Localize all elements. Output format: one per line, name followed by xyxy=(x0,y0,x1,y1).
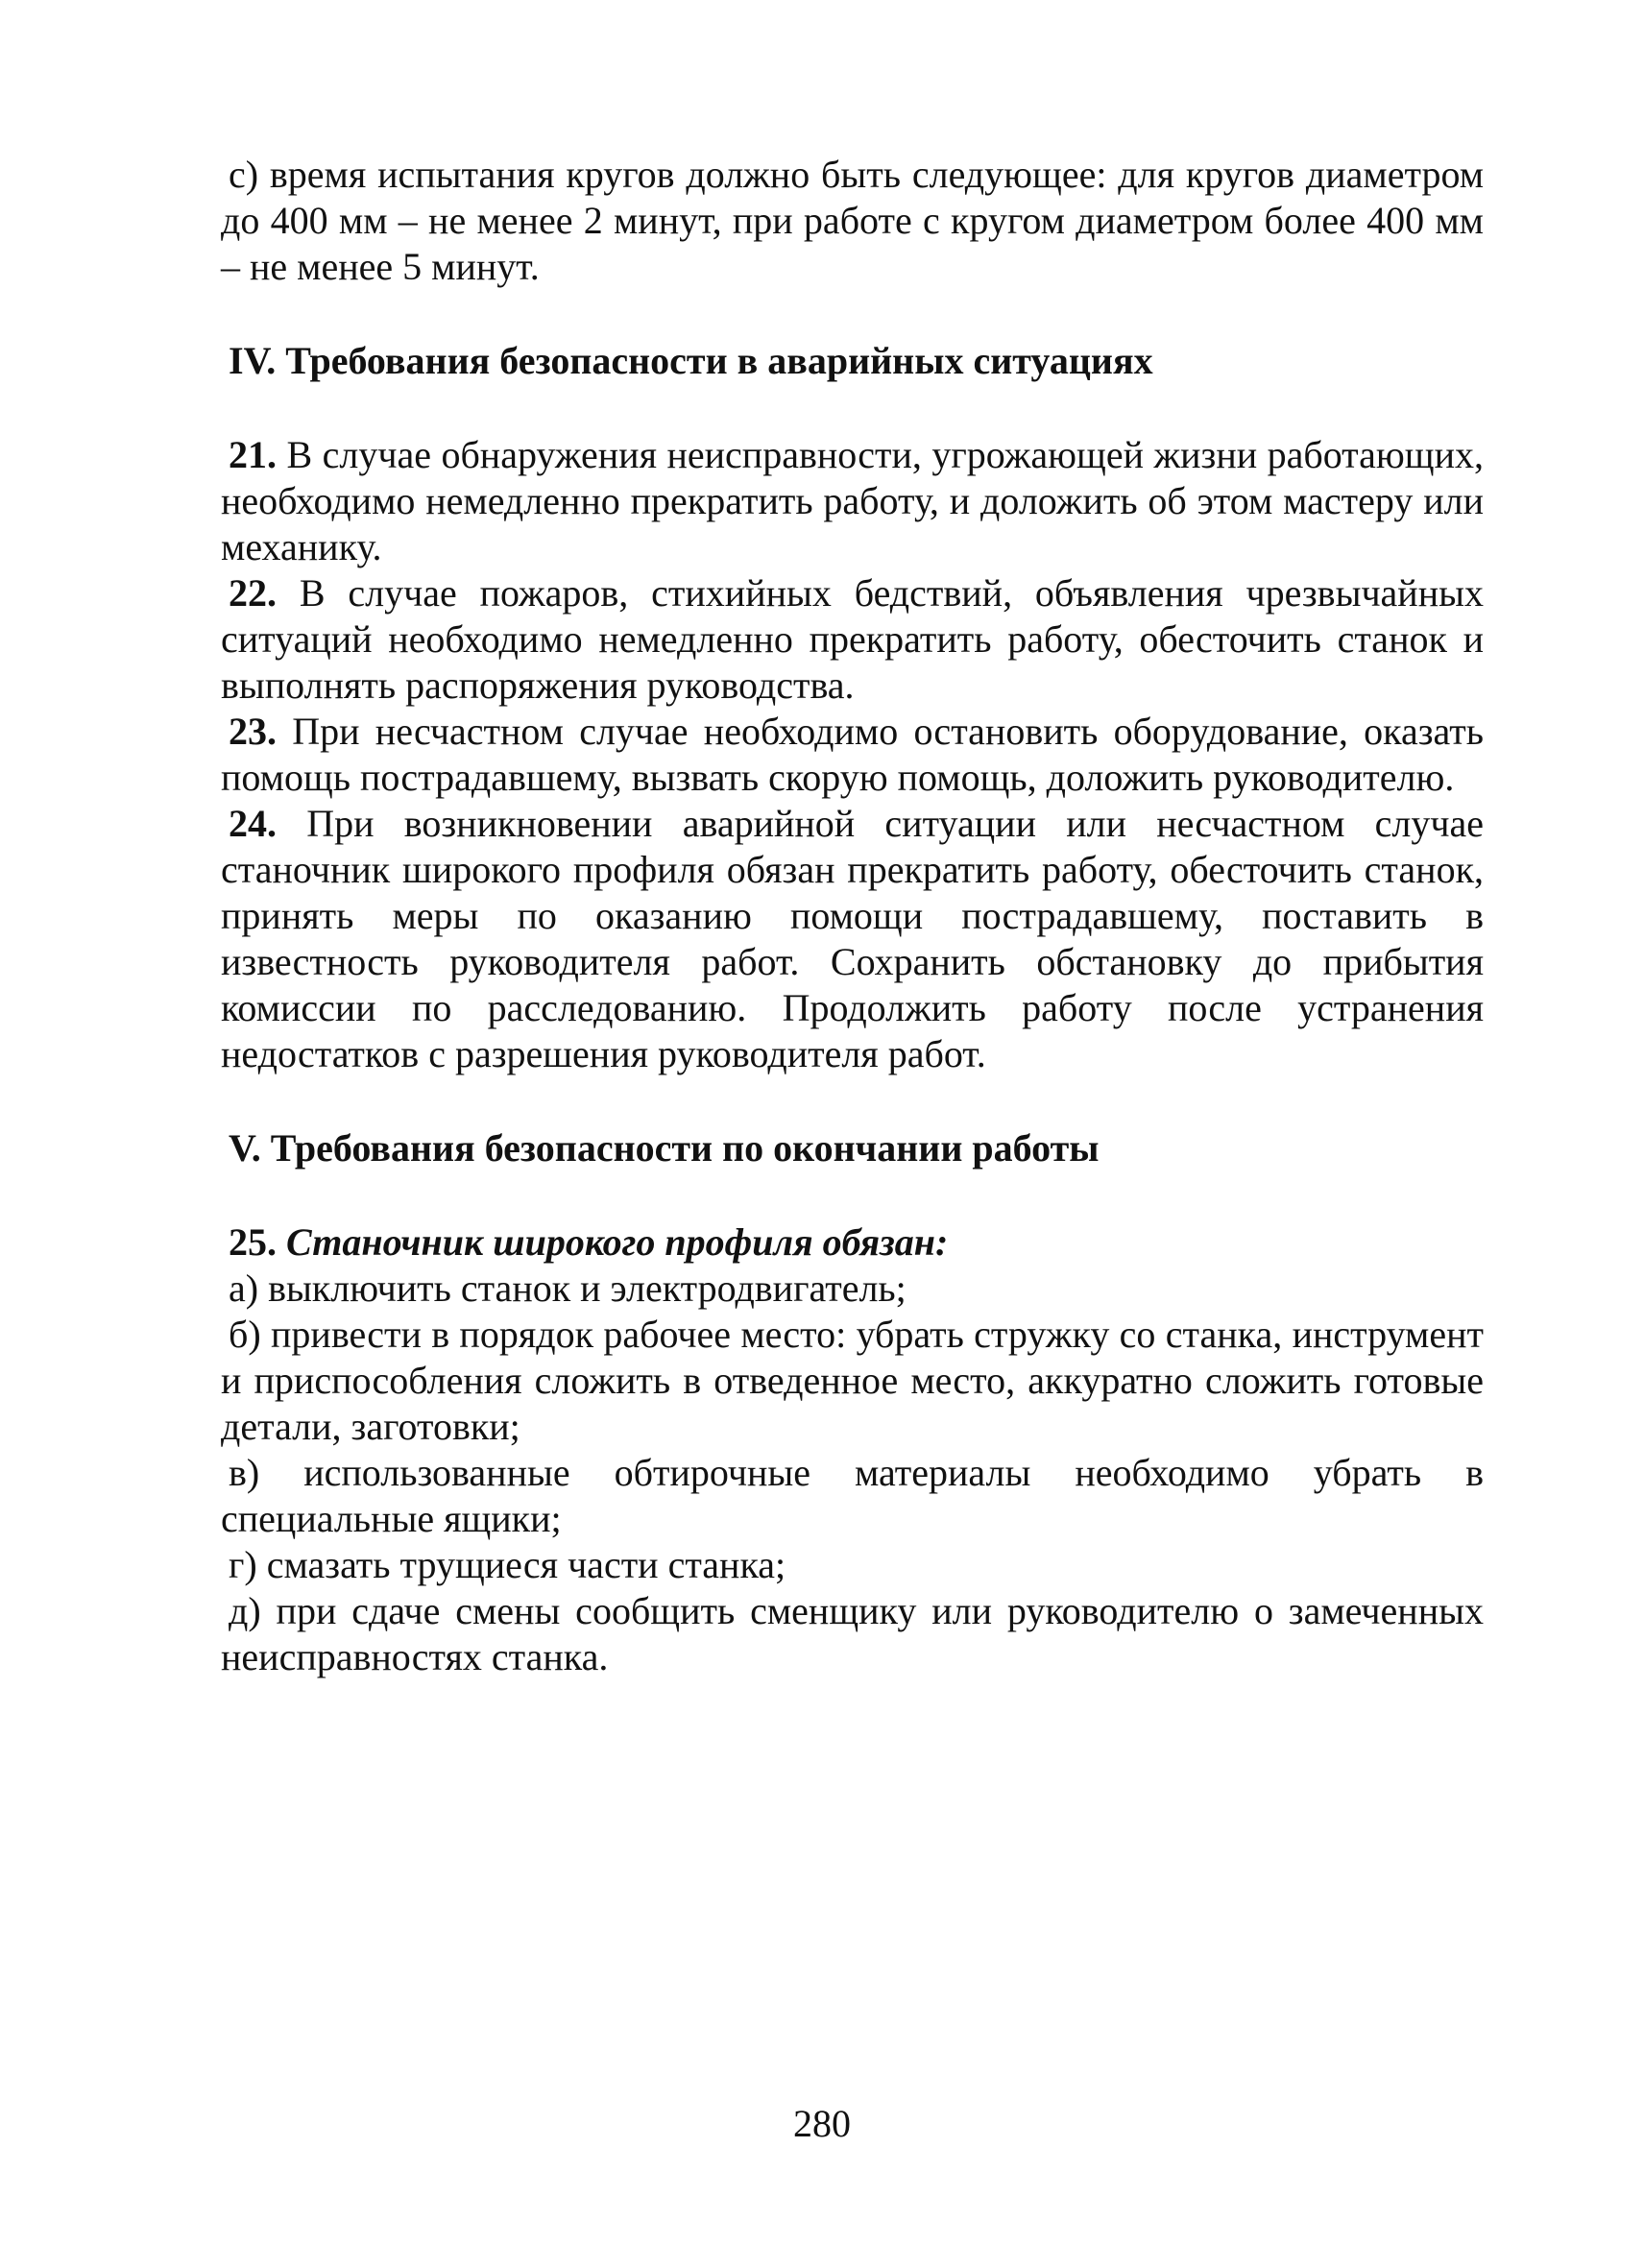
clause-24 xyxy=(221,801,1484,1077)
clause-25 xyxy=(221,1219,1484,1266)
clause-lead: Станочник широкого профиля обязан: xyxy=(277,1220,949,1264)
subitem-d: д) при сдаче смены сообщить сменщику или руководителю о замеченных неисправностях станка. xyxy=(221,1589,1484,1678)
section-v-heading: V. Требования безопасности по окончании работы xyxy=(229,1126,1100,1170)
clause-text: В случае обнаружения неисправности, угрожающей жизни работающих, необходимо немедленно прекратить работу, и доложить об этом мастеру или механику. xyxy=(221,433,1484,568)
clause-23 xyxy=(221,709,1484,801)
clause-text: При возникновении аварийной ситуации или несчастном случае станочник широкого профиля обязан прекратить работу, обесточить станок, принять меры по оказанию помощи пострадавшему, поставить в известность руководителя работ. Сохранить обстановку до прибытия комиссии по расследованию. Продолжить работу после устранения недостатков с разрешения руководителя работ. xyxy=(221,802,1484,1075)
clause-number: 22. xyxy=(229,571,277,615)
page-number: 280 xyxy=(793,2102,851,2145)
clause-21 xyxy=(221,432,1484,570)
subitem-g: г) смазать трущиеся части станка; xyxy=(229,1543,786,1586)
clause-22 xyxy=(221,570,1484,709)
clause-number: 24. xyxy=(229,802,277,845)
section-v-items xyxy=(221,1219,1484,1680)
clause-number: 25. xyxy=(229,1220,277,1264)
clause-number: 21. xyxy=(229,433,277,476)
clause-text: При несчастном случае необходимо остановить оборудование, оказать помощь пострадавшему, вызвать скорую помощь, доложить руководителю. xyxy=(221,710,1484,799)
intro-paragraph: с) время испытания кругов должно быть следующее: для кругов диаметром до 400 мм – не менее 2 минут, при работе с кругом диаметром более 400 мм – не менее 5 минут. xyxy=(221,153,1484,288)
subitem-b: б) привести в порядок рабочее место: убрать стружку со станка, инструмент и приспособления сложить в отведенное место, аккуратно сложить готовые детали, заготовки; xyxy=(221,1313,1484,1448)
clause-text: В случае пожаров, стихийных бедствий, объявления чрезвычайных ситуаций необходимо немедленно прекратить работу, обесточить станок и выполнять распоряжения руководства. xyxy=(221,571,1484,707)
subitem-v: в) использованные обтирочные материалы необходимо убрать в специальные ящики; xyxy=(221,1451,1484,1540)
section-iv-heading: IV. Требования безопасности в аварийных ситуациях xyxy=(229,339,1153,382)
subitem-a: а) выключить станок и электродвигатель; xyxy=(229,1267,907,1310)
section-iv-items xyxy=(221,432,1484,1077)
clause-number: 23. xyxy=(229,710,277,753)
page-content xyxy=(221,152,1484,1680)
